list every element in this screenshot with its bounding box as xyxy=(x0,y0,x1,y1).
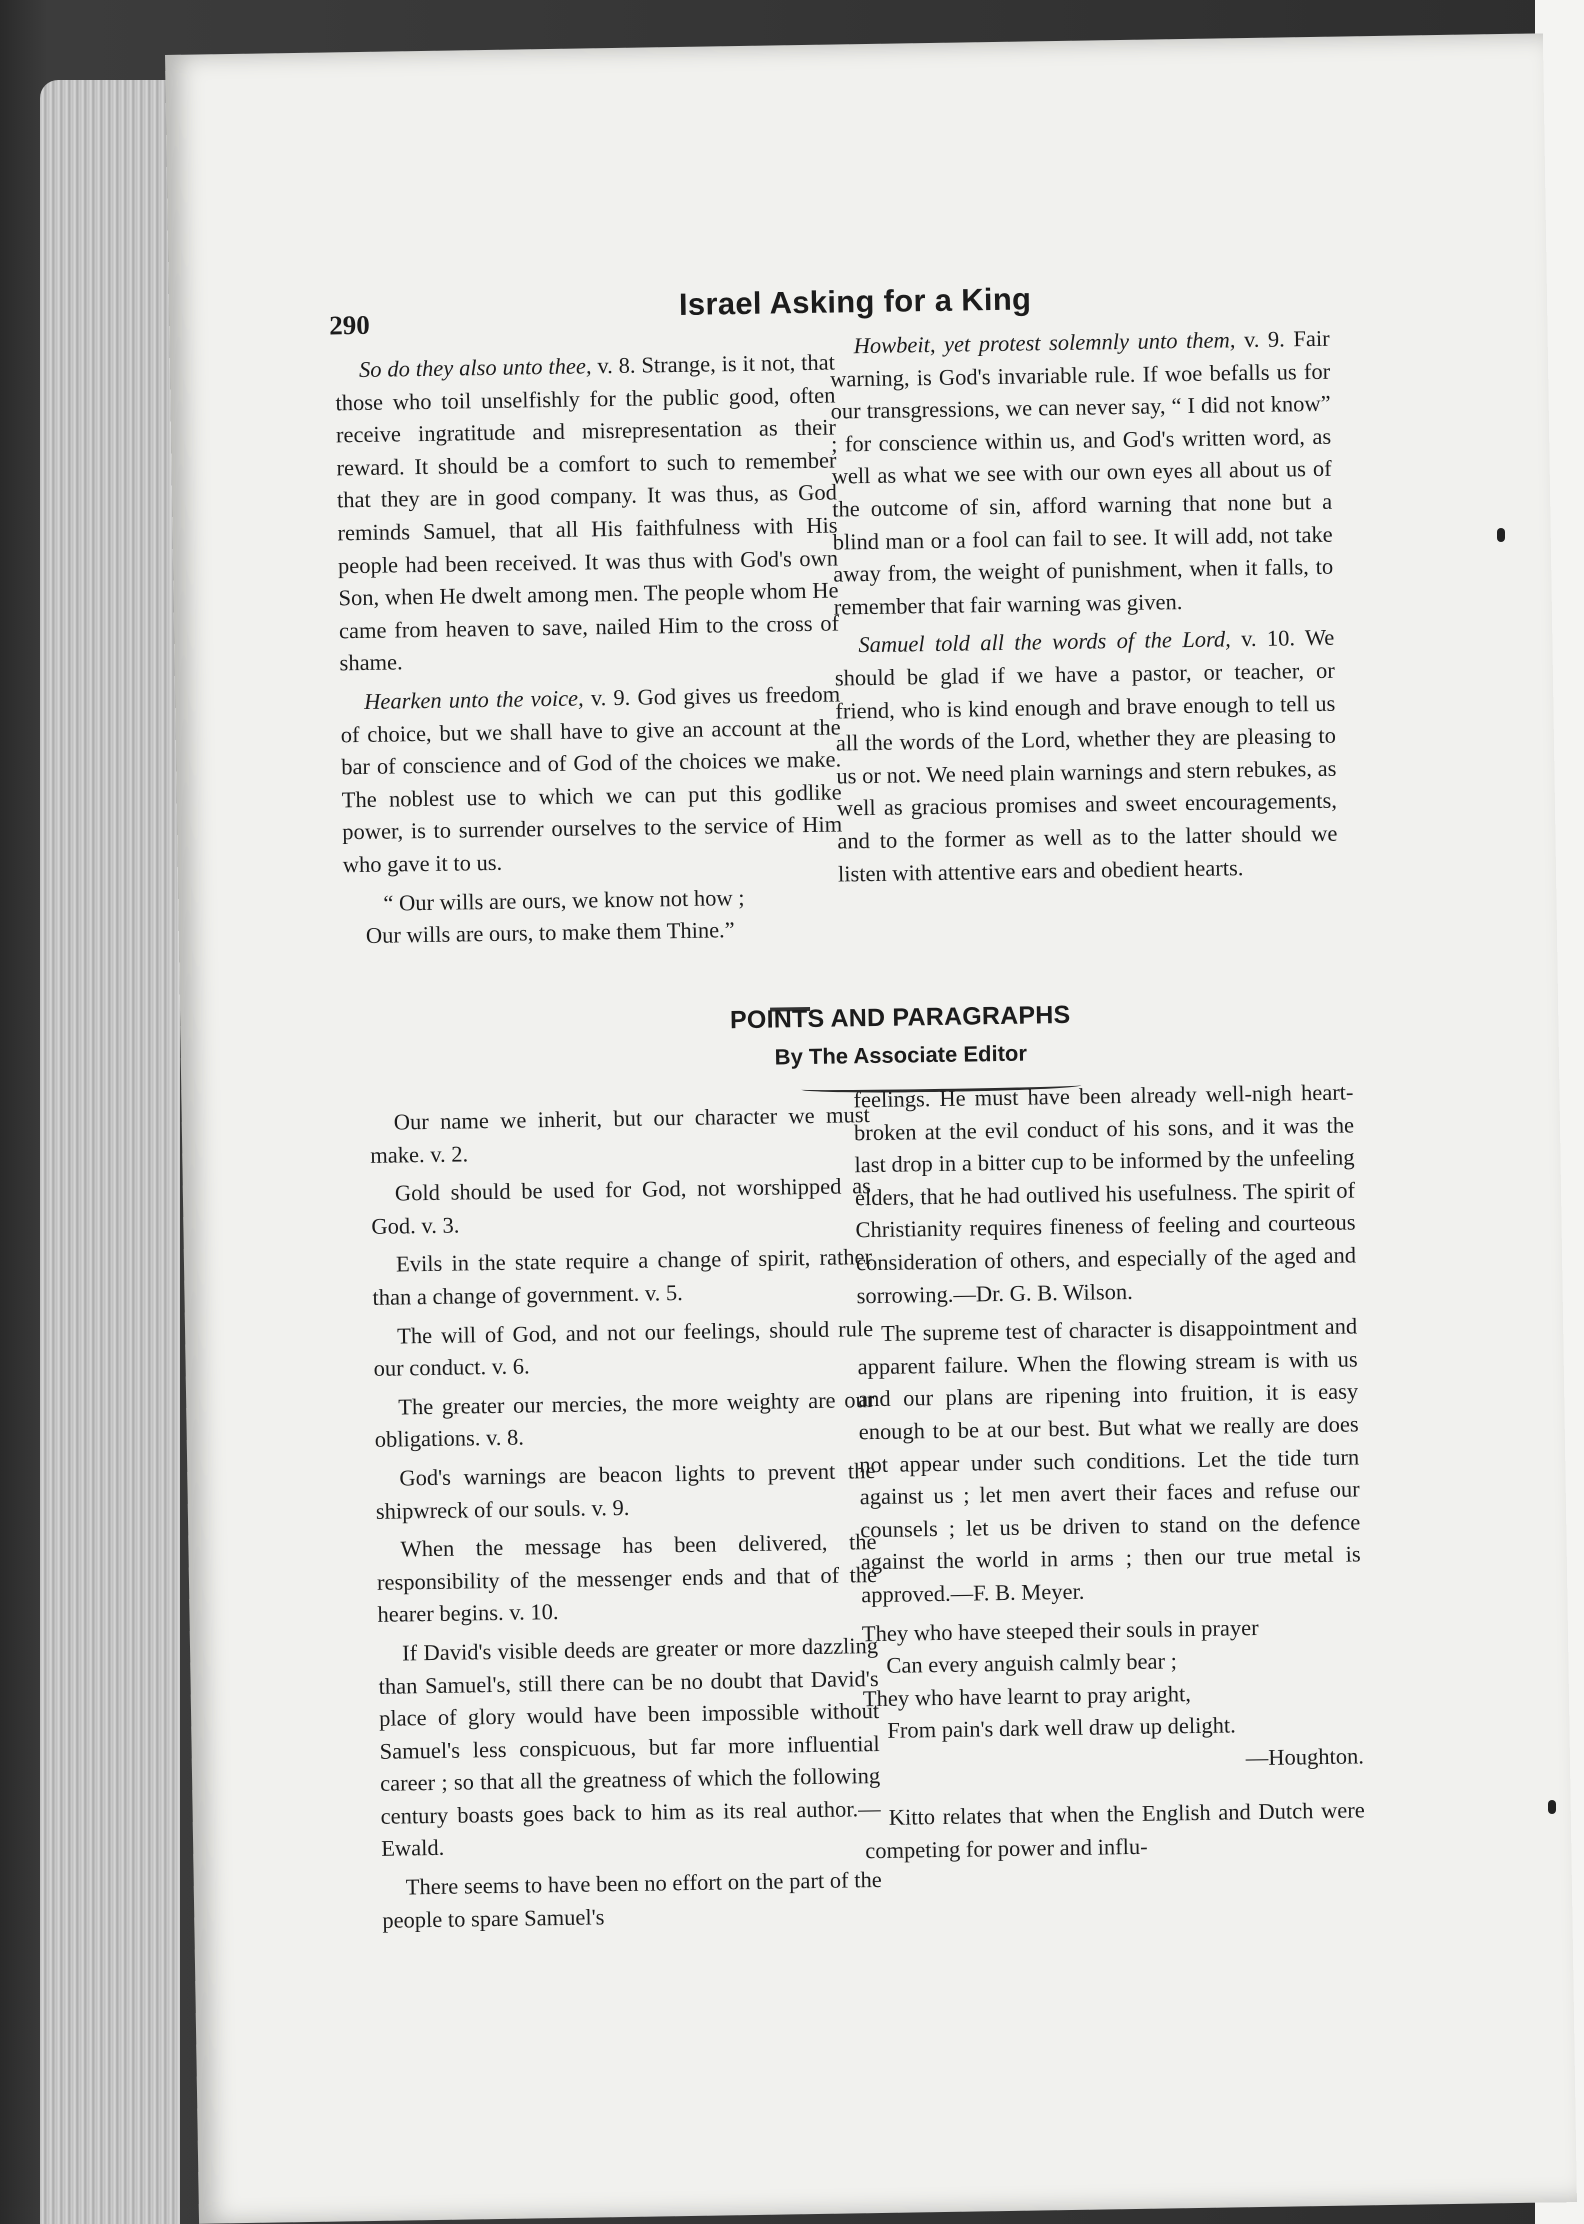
paragraph xyxy=(340,678,843,881)
paragraph: When the message has been delivered, the responsibility of the messenger ends and that of the hearer begins. v. 10. xyxy=(376,1529,878,1628)
paragraph: The supreme test of character is disappointment and apparent failure. When the flowing stream is with us and our plans are ripening into fruition, it is easy enough to be at our best. But what we really are does not appear under such conditions. Let the tide turn against us ; let men avert their faces and refuse our counsels ; let us be driven to stand on the defence against the world in arms ; then our true metal is approved.—F. B. Meyer. xyxy=(857,1313,1361,1608)
paragraph: Gold should be used for God, not worshipped as God. v. 3. xyxy=(371,1173,872,1239)
paragraph xyxy=(829,323,1334,624)
section-heading xyxy=(620,999,1181,1073)
paragraph-text: v. 9. Fair warning, is God's invariable rule. If woe befalls us for our transgressions, we can never say, “ I did not know” ; for conscience within us, and God's written word, as well as what we see with our own eyes all about us of the outcome of sin, afford warning that none but a blind man or a fool can fail to see. It will add, not take away from, the weight of punishment, when it falls, to remember that fair warning was given. xyxy=(829,325,1334,620)
paragraph: feelings. He must have been already well-nigh heart-broken at the evil conduct of his sons, and it was the last drop in a bitter cup to be informed by the unfeeling elders, that he had outlived his usefulness. The spirit of Christianity requires fineness of feeling and courteous consideration of others, and especially of the aged and sorrowing.—Dr. G. B. Wilson. xyxy=(853,1079,1357,1308)
book-page-edges xyxy=(40,80,180,2224)
poem-line: They who have steeped their souls in prayer xyxy=(861,1614,1259,1646)
paragraph-lead: So do they also unto thee, xyxy=(358,353,592,382)
paragraph-text: v. 10. We should be glad if we have a pastor, or teacher, or friend, who is kind enough and brave enough to tell us all the words of the Lord, whether they are pleasing to us or not. We need plain warnings and stern rebukes, as well as gracious promises and sweet encouragements, and to the former as well as to the latter should we listen with attentive ears and obedient hearts. xyxy=(834,625,1338,887)
poem-line: Can every anguish calmly bear ; xyxy=(886,1648,1178,1678)
scan-speck xyxy=(1497,528,1505,542)
top-left-column xyxy=(335,347,844,953)
paragraph: The will of God, and not our feelings, should rule our conduct. v. 6. xyxy=(373,1315,874,1382)
poem-attribution: —Houghton. xyxy=(1245,1743,1365,1771)
paragraph-lead: Howbeit, yet protest solemnly unto them, xyxy=(853,327,1236,359)
page-number: 290 xyxy=(329,309,370,341)
bottom-left-column xyxy=(370,1099,883,1943)
paragraph: Our name we inherit, but our character we must make. v. 2. xyxy=(370,1102,870,1168)
paragraph-text: v. 8. Strange, is it not, that those who toil unselfishly for the public good, often receive ingratitude and misrepresentation as their reward. It should be a comfort to such to remember that they are in good company. It was thus, as God reminds Samuel, that all His faithfulness with His people had been received. It was thus with God's own Son, when He dwelt among men. The people whom He came from heaven to save, nailed Him to the cross of shame. xyxy=(335,349,840,676)
poem-line: From pain's dark well draw up delight. xyxy=(887,1712,1236,1744)
book-page xyxy=(165,33,1577,2223)
paragraph-lead: Hearken unto the voice, xyxy=(363,685,584,714)
paragraph: The greater our mercies, the more weighty are our obligations. v. 8. xyxy=(374,1386,875,1453)
paragraph xyxy=(834,622,1338,891)
paragraph: There seems to have been no effort on the part of the people to spare Samuel's xyxy=(382,1867,882,1933)
paragraph: If David's visible deeds are greater or more dazzling than Samuel's, still there can be no doubt that David's place of glory would have been impossible without Samuel's less conspicuous, but far more influential career ; so that all the greatness of which the following century boasts goes back to him as its real author.—Ewald. xyxy=(378,1632,881,1862)
paragraph-text: v. 9. God gives us freedom of choice, but we shall have to give an account at the bar of conscience and of God of the choices we make. The noblest use to which we can put this godlike power, is to surrender ourselves to the service of Him who gave it to us. xyxy=(340,681,843,878)
scan-speck xyxy=(1548,1800,1556,1814)
paragraph: God's warnings are beacon lights to prevent the shipwreck of our souls. v. 9. xyxy=(375,1457,876,1524)
paragraph: Evils in the state require a change of spirit, rather than a change of government. v. 5. xyxy=(372,1244,873,1310)
section-byline: By The Associate Editor xyxy=(774,1040,1028,1070)
top-right-column xyxy=(829,323,1338,897)
verse-line: Our wills are ours, to make them Thine.” xyxy=(365,917,735,949)
verse-line: “ Our wills are ours, we know not how ; xyxy=(383,884,745,916)
poem-line: They who have learnt to pray aright, xyxy=(862,1680,1192,1711)
bottom-right-column xyxy=(853,1076,1365,1873)
paragraph xyxy=(335,347,840,681)
section-title: POINTS AND PARAGRAPHS xyxy=(729,1000,1071,1035)
running-head: Israel Asking for a King xyxy=(678,281,1032,322)
paragraph: Kitto relates that when the English and Dutch were competing for power and influ- xyxy=(865,1797,1365,1864)
paragraph-lead: Samuel told all the words of the Lord, xyxy=(858,626,1231,658)
